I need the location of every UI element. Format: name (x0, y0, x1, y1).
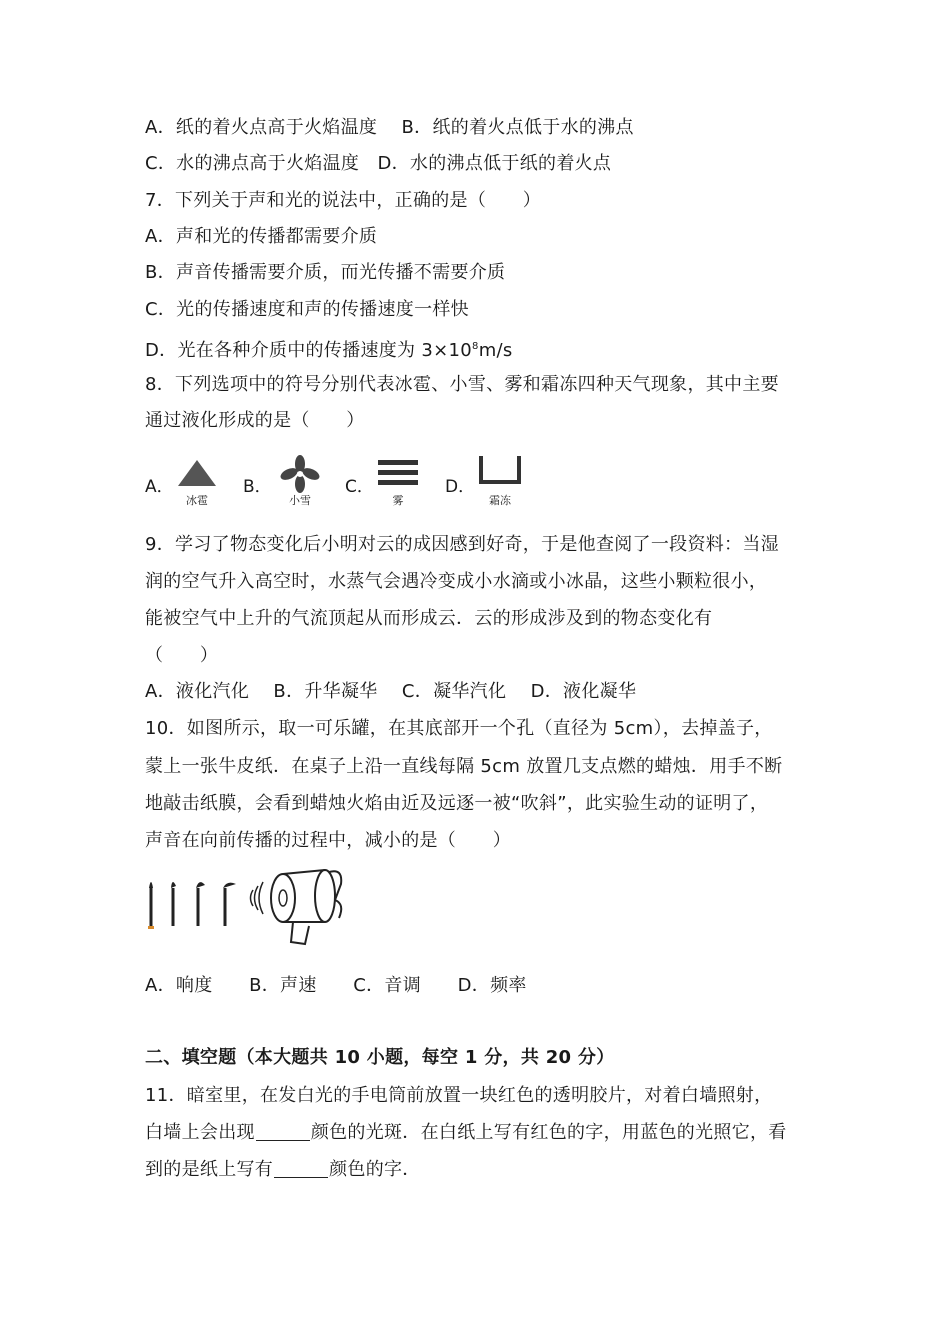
q9-stem-line4: （ ） (145, 645, 219, 666)
q7-stem: 7．下列关于声和光的说法中，正确的是（ ） (145, 190, 542, 211)
frost-symbol-icon (475, 454, 525, 508)
q7-option-a: A．声和光的传播都需要介质 (145, 226, 378, 247)
q11-line3 (145, 1158, 421, 1182)
q11-line2-text-a: 白墙上会出现 (145, 1122, 255, 1143)
q11-line2 (145, 1121, 787, 1145)
q9-stem-line3: 能被空气中上升的气流顶起从而形成云．云的形成涉及到的物态变化有 (145, 608, 713, 629)
snow-symbol-icon (275, 454, 325, 508)
q8-option-a-label: A． (145, 477, 174, 497)
q10-stem-line3: 地敲击纸膜，会看到蜡烛火焰由近及远逐一被“吹斜”，此实验生动的证明了， (145, 793, 769, 814)
fog-caption: 雾 (392, 494, 404, 507)
q7-option-d-text: D．光在各种介质中的传播速度为 3×10 (145, 340, 473, 361)
q11-line3-text-b: 颜色的字． (329, 1159, 421, 1180)
q7-option-d-exponent: 8 (472, 341, 479, 352)
q11-blank-1[interactable] (256, 1122, 310, 1141)
q6-options-cd: C．水的沸点高于火焰温度 D．水的沸点低于纸的着火点 (145, 153, 612, 174)
q10-options: A．响度 B．声速 C．音调 D．频率 (145, 975, 527, 996)
q10-stem-line2: 蒙上一张牛皮纸．在桌子上沿一直线每隔 5cm 放置几支点燃的蜡烛．用手不断 (145, 756, 783, 777)
candles-and-can-figure (143, 860, 348, 950)
q10-stem-line1: 10．如图所示，取一可乐罐，在其底部开一个孔（直径为 5cm），去掉盖子， (145, 718, 773, 739)
q7-option-d (145, 335, 513, 363)
q6-options-ab: A．纸的着火点高于火焰温度 B．纸的着火点低于水的沸点 (145, 117, 634, 138)
q7-option-c: C．光的传播速度和声的传播速度一样快 (145, 299, 469, 320)
hail-caption: 冰雹 (186, 494, 208, 507)
q11-line1: 11．暗室里，在发白光的手电筒前放置一块红色的透明胶片，对着白墙照射， (145, 1085, 773, 1106)
fog-symbol-icon (373, 454, 423, 508)
q11-line3-text-a: 到的是纸上写有 (145, 1159, 274, 1180)
hail-symbol-icon (172, 454, 222, 508)
q9-stem-line1: 9．学习了物态变化后小明对云的成因感到好奇，于是他查阅了一段资料：当湿 (145, 534, 779, 555)
q8-weather-symbols (145, 454, 565, 510)
q8-option-d-label: D． (445, 477, 476, 497)
frost-caption: 霜冻 (489, 494, 511, 507)
q11-line2-text-b: 颜色的光斑．在白纸上写有红色的字，用蓝色的光照它，看 (310, 1122, 787, 1143)
q8-stem-line2: 通过液化形成的是（ ） (145, 410, 365, 431)
q8-option-c-label: C． (345, 477, 374, 497)
q9-stem-line2: 润的空气升入高空时，水蒸气会遇冷变成小水滴或小冰晶，这些小颗粒很小， (145, 571, 768, 592)
q10-stem-line4: 声音在向前传播的过程中，减小的是（ ） (145, 830, 511, 851)
q8-stem-line1: 8．下列选项中的符号分别代表冰雹、小雪、雾和霜冻四种天气现象，其中主要 (145, 374, 779, 395)
q7-option-b: B．声音传播需要介质，而光传播不需要介质 (145, 262, 506, 283)
snow-caption: 小雪 (289, 494, 311, 507)
q11-blank-2[interactable] (274, 1159, 328, 1178)
q7-option-d-unit: m/s (478, 340, 513, 361)
q9-options: A．液化汽化 B．升华凝华 C．凝华汽化 D．液化凝华 (145, 681, 637, 702)
section2-heading: 二、填空题（本大题共 10 小题，每空 1 分，共 20 分） (145, 1047, 615, 1068)
q8-option-b-label: B． (243, 477, 272, 497)
